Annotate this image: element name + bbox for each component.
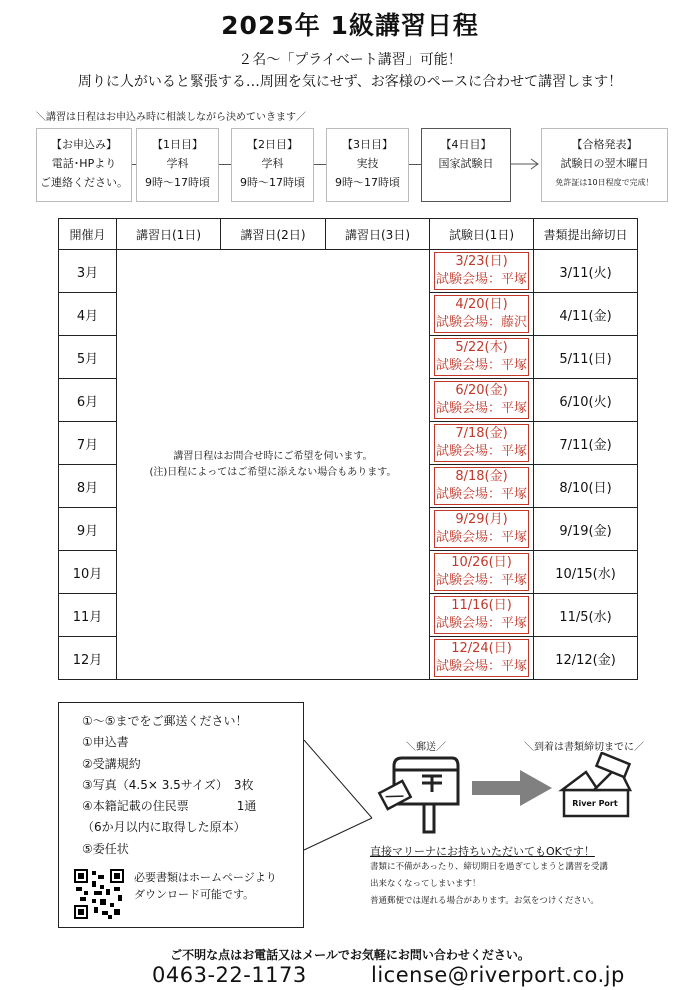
step-day1	[136, 128, 219, 202]
contact-note: ご不明な点はお電話又はメールでお気軽にお問い合わせください。	[170, 948, 530, 962]
subtitle-private: ２名〜「プライベート講習」可能！	[238, 52, 462, 68]
step-title: 【4日目】	[440, 138, 492, 151]
deadline-cell: 9/19(金)	[534, 508, 638, 551]
month-cell: 9月	[59, 508, 117, 551]
document-item: ①申込書	[82, 735, 129, 750]
warning-line2: 出来なくなってしまいます！	[370, 879, 481, 889]
header-day1: 講習日(1日)	[117, 219, 221, 250]
phone-number[interactable]: 0463-22-1173	[152, 963, 307, 987]
note-line1: 講習日程はお問合せ時にご希望を伺います。	[173, 450, 373, 462]
step-line2: 9時〜17時頃	[335, 176, 400, 189]
subtitle-pace: 周りに人がいると緊張する…周囲を気にせず、お客様のペースに合わせて講習します！	[77, 74, 623, 90]
exam-date: 6/20(金)	[455, 383, 508, 398]
step-line1: 試験日の翌木曜日	[560, 157, 649, 170]
exam-date: 12/24(日)	[451, 641, 512, 656]
step-line1: 学科	[261, 157, 284, 170]
store-sign: River Port	[572, 799, 618, 808]
month-cell: 6月	[59, 379, 117, 422]
table-header-row	[59, 219, 638, 250]
exam-cell	[430, 379, 534, 422]
header-exam: 試験日(1日)	[430, 219, 534, 250]
month-cell: 3月	[59, 250, 117, 293]
step-apply	[36, 128, 132, 202]
step-line2: 9時〜17時頃	[240, 176, 305, 189]
table-row	[59, 250, 638, 293]
shop-icon	[558, 752, 638, 822]
header-day3: 講習日(3日)	[326, 219, 430, 250]
exam-date: 3/23(日)	[455, 254, 508, 269]
documents-list	[82, 711, 256, 860]
deadline-cell: 4/11(金)	[534, 293, 638, 336]
download-line1: 必要書類はホームページより	[134, 871, 277, 884]
warning-line1: 書類に不備があったり、締切期日を過ぎてしまうと講習を受講	[370, 862, 608, 872]
document-item: ③写真（4.5× 3.5サイズ） 3枚	[82, 777, 254, 792]
deadline-cell: 7/11(金)	[534, 422, 638, 465]
exam-cell	[430, 508, 534, 551]
schedule-note	[117, 250, 430, 680]
step-day2	[231, 128, 314, 202]
label-arrive: ＼到着は書類締切までに／	[524, 742, 644, 753]
document-item: （6か月以内に取得した原本）	[82, 820, 246, 835]
exam-cell	[430, 594, 534, 637]
document-item: ②受講規約	[82, 756, 141, 771]
exam-venue: 試験会場：平塚	[435, 358, 527, 373]
month-cell: 11月	[59, 594, 117, 637]
exam-cell	[430, 336, 534, 379]
exam-cell	[430, 250, 534, 293]
exam-date: 9/29(月)	[455, 512, 508, 527]
mailbox-icon	[372, 752, 466, 836]
step-result	[541, 128, 668, 202]
exam-venue: 試験会場：平塚	[435, 659, 527, 674]
step-title: 【合格発表】	[571, 138, 638, 151]
exam-cell	[430, 293, 534, 336]
step-line1: 国家試験日	[438, 157, 494, 170]
exam-venue: 試験会場：藤沢	[435, 315, 527, 330]
deadline-cell: 11/5(水)	[534, 594, 638, 637]
exam-date: 4/20(日)	[455, 297, 508, 312]
exam-date: 5/22(木)	[455, 340, 508, 355]
exam-cell	[430, 422, 534, 465]
documents-heading: ①〜⑤までをご郵送ください！	[82, 714, 248, 728]
deadline-cell: 12/12(金)	[534, 637, 638, 680]
step-line1: 電話･HPより	[51, 157, 117, 170]
step-line2: 免許証は10日程度で完成！	[555, 178, 654, 187]
exam-date: 8/18(金)	[455, 469, 508, 484]
flow-arrow-icon	[511, 156, 541, 172]
exam-cell	[430, 637, 534, 680]
exam-venue: 試験会場：平塚	[435, 530, 527, 545]
month-cell: 7月	[59, 422, 117, 465]
exam-date: 7/18(金)	[455, 426, 508, 441]
header-day2: 講習日(2日)	[221, 219, 326, 250]
month-cell: 5月	[59, 336, 117, 379]
step-line1: 実技	[356, 157, 379, 170]
direct-note: 直接マリーナにお持ちいただいてもOKです！	[370, 845, 595, 858]
step-title: 【お申込み】	[51, 138, 117, 151]
email-address[interactable]: license@riverport.co.jp	[371, 963, 625, 987]
month-cell: 12月	[59, 637, 117, 680]
exam-cell	[430, 465, 534, 508]
exam-date: 11/16(日)	[451, 598, 512, 613]
callout-pointer	[300, 740, 380, 870]
month-cell: 10月	[59, 551, 117, 594]
qr-code-icon[interactable]	[74, 869, 124, 919]
document-item: ⑤委任状	[82, 841, 129, 856]
page-title: 2025年 1級講習日程	[221, 11, 479, 40]
header-month: 開催月	[59, 219, 117, 250]
month-cell: 4月	[59, 293, 117, 336]
exam-date: 10/26(日)	[451, 555, 512, 570]
note-line2: (注)日程によってはご希望に添えない場合もあります。	[149, 466, 397, 478]
schedule-table	[58, 218, 638, 680]
flow-connector	[314, 164, 326, 165]
exam-venue: 試験会場：平塚	[435, 444, 527, 459]
flow-connector	[409, 164, 421, 165]
warning-note	[370, 859, 608, 910]
download-line2: ダウンロード可能です。	[134, 888, 255, 901]
step-line1: 学科	[166, 157, 189, 170]
deadline-cell: 8/10(日)	[534, 465, 638, 508]
label-mail: ＼郵送／	[406, 742, 446, 753]
exam-venue: 試験会場：平塚	[435, 272, 527, 287]
deadline-cell: 5/11(日)	[534, 336, 638, 379]
exam-venue: 試験会場：平塚	[435, 487, 527, 502]
exam-venue: 試験会場：平塚	[435, 573, 527, 588]
step-title: 【2日目】	[247, 138, 298, 151]
month-cell: 8月	[59, 465, 117, 508]
arrow-right-icon	[472, 768, 554, 808]
step-day3	[326, 128, 409, 202]
warning-line3: 普通郵便では遅れる場合があります。お気をつけください。	[370, 896, 599, 906]
exam-venue: 試験会場：平塚	[435, 401, 527, 416]
document-item: ④本籍記載の住民票 1通	[82, 799, 257, 814]
step-exam	[421, 128, 511, 202]
deadline-cell: 6/10(火)	[534, 379, 638, 422]
step-title: 【1日目】	[152, 138, 203, 151]
flow-connector	[219, 164, 231, 165]
exam-cell	[430, 551, 534, 594]
download-note	[134, 869, 277, 903]
step-line2: 9時〜17時頃	[145, 176, 210, 189]
deadline-cell: 10/15(水)	[534, 551, 638, 594]
header-deadline: 書類提出締切日	[534, 219, 638, 250]
step-title: 【3日目】	[342, 138, 393, 151]
exam-venue: 試験会場：平塚	[435, 616, 527, 631]
deadline-cell: 3/11(火)	[534, 250, 638, 293]
flow-note: ＼講習は日程はお申込み時に相談しながら決めていきます／	[36, 112, 306, 123]
step-line2: ご連絡ください。	[40, 176, 128, 189]
